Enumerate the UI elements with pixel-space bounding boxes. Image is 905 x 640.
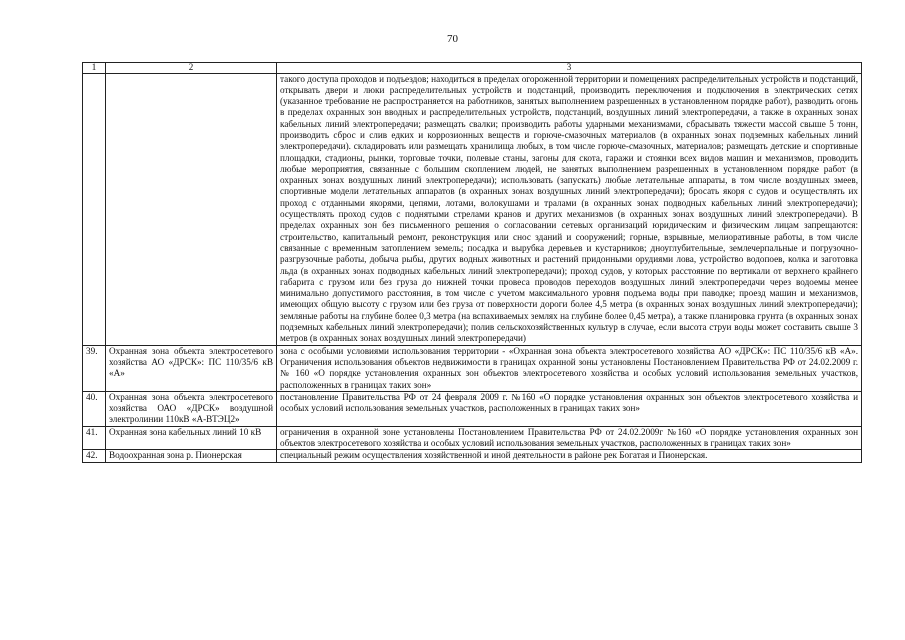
column-header-1: 1 [83, 63, 106, 74]
row-number-cell: 42. [83, 450, 106, 462]
zone-name-cell: Охранная зона объекта электросетевого хозяйства АО «ДРСК»: ПС 110/35/6 кВ «А» [106, 345, 277, 391]
column-header-3: 3 [277, 63, 862, 74]
column-header-2: 2 [106, 63, 277, 74]
zone-name-cell: Водоохранная зона р. Пионерская [106, 450, 277, 462]
table-header-row [83, 63, 862, 74]
row-number-cell [83, 73, 106, 345]
restrictions-text-cell: специальный режим осуществления хозяйственной и иной деятельности в районе рек Богатая и Пионерская. [277, 450, 862, 462]
restrictions-text-cell: ограничения в охранной зоне установлены Постановлением Правительства РФ от 24.02.2009г №160 «О порядке установления охранных зон объектов электросетевого хозяйства и особых условий использования земельных участков, расположенных в границах таких зон» [277, 426, 862, 450]
table-row [83, 426, 862, 450]
row-number-cell: 39. [83, 345, 106, 391]
row-number-cell: 40. [83, 391, 106, 426]
restrictions-text-cell: постановление Правительства РФ от 24 февраля 2009 г. №160 «О порядке установления охранных зон объектов электросетевого хозяйства и особых условий использования земельных участков, расположенных в границах таких зон» [277, 391, 862, 426]
table-row [83, 450, 862, 462]
zone-name-cell: Охранная зона кабельных линий 10 кВ [106, 426, 277, 450]
table-row-continuation [83, 73, 862, 345]
restrictions-table [82, 62, 862, 463]
restrictions-text-cell: такого доступа проходов и подъездов; находиться в пределах огороженной территории и помещениях распределительных устройств и подстанций, открывать двери и люки распределительных устройств и подстанций, производить переключения и подключения в электрических сетях (указанное требование не распространяется на работников, занятых выполнением разрешенных в установленном порядке работ), разводить огонь в пределах охранных зон вводных и распределительных устройств, подстанций, воздушных линий электропередачи, а также в охранных зонах кабельных линий электропередачи; размещать свалки; производить работы ударными механизмами, сбрасывать тяжести массой свыше 5 тонн, производить сброс и слив едких и коррозионных веществ и горюче-смазочных материалов (в охранных зонах подземных кабельных линий электропередачи). складировать или размещать хранилища любых, в том числе горюче-смазочных, материалов; размещать детские и спортивные площадки, стадионы, рынки, торговые точки, полевые станы, загоны для скота, гаражи и стоянки всех видов машин и механизмов, проводить любые мероприятия, связанные с большим скоплением людей, не занятых выполнением разрешенных в установленном порядке работ (в охранных зонах воздушных линий электропередачи); использовать (запускать) любые летательные аппараты, в том числе воздушных змеев, спортивные модели летательных аппаратов (в охранных зонах воздушных линий электропередачи); бросать якоря с судов и осуществлять их проход с отданными якорями, цепями, лотами, волокушами и тралами (в охранных зонах подводных кабельных линий электропередачи); осуществлять проход судов с поднятыми стрелами кранов и других механизмов (в охранных зонах воздушных линий электропередачи). В пределах охранных зон без письменного решения о согласовании сетевых организаций юридическим и физическим лицам запрещаются: строительство, капитальный ремонт, реконструкция или снос зданий и сооружений; горные, взрывные, мелиоративные работы, в том числе связанные с временным затоплением земель; посадка и вырубка деревьев и кустарников; дноуглубительные, землечерпальные и погрузочно-разгрузочные работы, добыча рыбы, других водных животных и растений придонными орудиями лова, устройство водопоев, колка и заготовка льда (в охранных зонах подводных кабельных линий электропередачи); проход судов, у которых расстояние по вертикали от верхнего крайнего габарита с грузом или без груза до нижней точки провеса проводов переходов воздушных линий электропередачи через водоемы менее минимально допустимого расстояния, в том числе с учетом максимального уровня подъема воды при паводке; проезд машин и механизмов, имеющих общую высоту с грузом или без груза от поверхности дороги более 4,5 метра (в охранных зонах воздушных линий электропередачи); земляные работы на глубине более 0,3 метра (на вспахиваемых землях на глубине более 0,45 метра), а также планировка грунта (в охранных зонах подземных кабельных линий электропередачи); полив сельскохозяйственных культур в случае, если высота струи воды может составить свыше 3 метров (в охранных зонах воздушных линий электропередачи) [277, 73, 862, 345]
row-number-cell: 41. [83, 426, 106, 450]
restrictions-text-cell: зона с особыми условиями использования территории - «Охранная зона объекта электросетевого хозяйства АО «ДРСК»: ПС 110/35/6 кВ «А». Ограничения использования объектов недвижимости в границах охранной зоны установлены Постановлением Правительства РФ от 24.02.2009 г. № 160 «О порядке установления охранных зон объектов электросетевого хозяйства и особых условий использования земельных участков, расположенных в границах таких зон» [277, 345, 862, 391]
zone-name-cell: Охранная зона объекта электросетевого хозяйства ОАО «ДРСК» воздушной электролинии 110кВ «А-ВТЭЦ2» [106, 391, 277, 426]
table-row [83, 391, 862, 426]
page-number: 70 [447, 33, 458, 45]
table-row [83, 345, 862, 391]
zone-name-cell [106, 73, 277, 345]
